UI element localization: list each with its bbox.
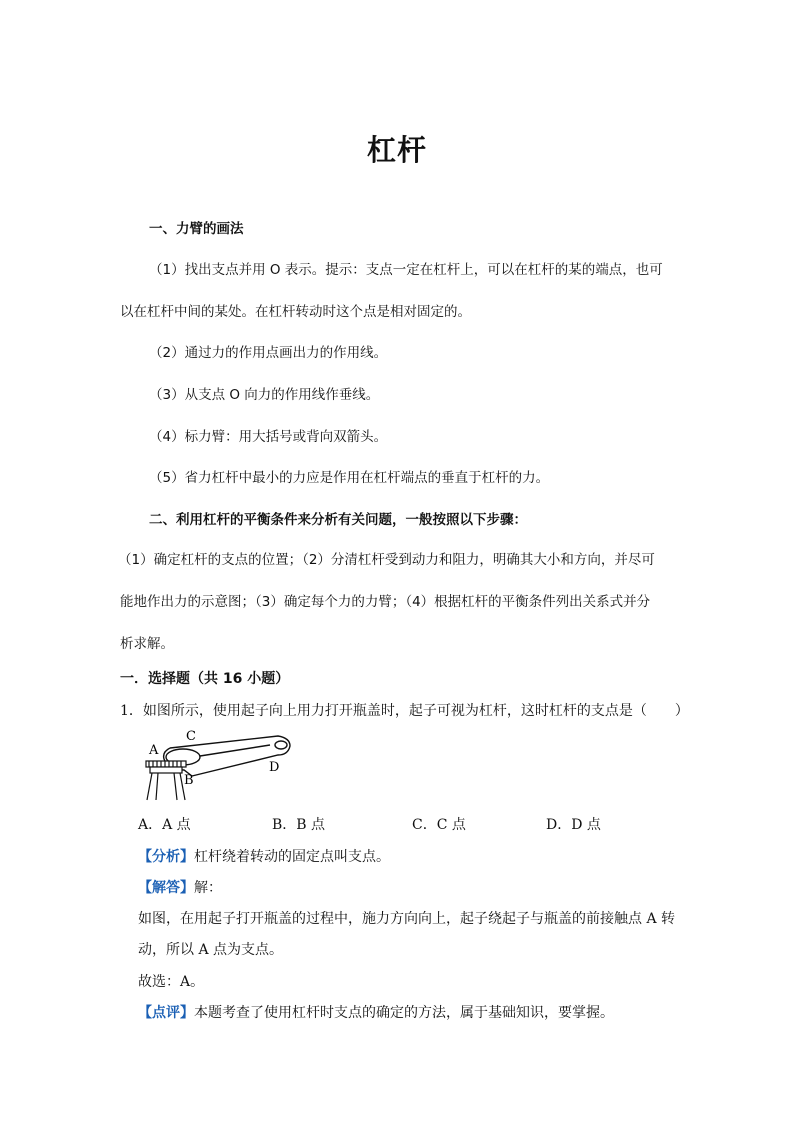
option-a: A．A 点	[138, 817, 191, 833]
question1-stem: 1．如图所示，使用起子向上用力打开瓶盖时，起子可视为杠杆，这时杠杆的支点是（ ）	[120, 703, 689, 719]
analysis-line	[138, 846, 390, 866]
comment-text: 本题考查了使用杠杆时支点的确定的方法，属于基础知识，要掌握。	[194, 1005, 614, 1021]
option-c: C．C 点	[412, 817, 466, 833]
answer-text: 解：	[194, 880, 222, 896]
label-c: C	[186, 729, 196, 744]
solution-line2: 动，所以 A 点为支点。	[138, 942, 284, 958]
comment-tag: 【点评】	[138, 1005, 194, 1021]
section1-step3: （3）从支点 O 向力的作用线作垂线。	[149, 387, 380, 403]
section1-heading: 一、力臂的画法	[149, 221, 244, 237]
solution-line1: 如图，在用起子打开瓶盖的过程中，施力方向向上，起子绕起子与瓶盖的前接触点 A 转	[138, 911, 676, 927]
label-d: D	[269, 760, 280, 775]
section2-line2: 能地作出力的示意图；（3）确定每个力的力臂；（4）根据杠杆的平衡条件列出关系式并分	[120, 594, 651, 610]
analysis-text: 杠杆绕着转动的固定点叫支点。	[194, 849, 390, 865]
option-d: D．D 点	[546, 817, 601, 833]
part1-heading: 一．选择题（共 16 小题）	[120, 671, 290, 687]
lever-hole	[275, 741, 287, 749]
choice-line: 故选：A。	[138, 974, 205, 990]
label-b: B	[184, 773, 194, 788]
section1-step2: （2）通过力的作用点画出力的作用线。	[149, 345, 388, 361]
section1-step1-line2: 以在杠杆中间的某处。在杠杆转动时这个点是相对固定的。	[120, 304, 471, 320]
section1-step4: （4）标力臂：用大括号或背向双箭头。	[149, 429, 388, 445]
answer-line	[138, 877, 222, 897]
bottle-opener-figure	[140, 726, 300, 802]
analysis-tag: 【分析】	[138, 849, 194, 865]
label-a: A	[149, 743, 159, 758]
section1-step1-line1: （1）找出支点并用 O 表示。提示：支点一定在杠杆上，可以在杠杆的某的端点，也可	[149, 262, 663, 278]
bottle-neck	[147, 773, 185, 800]
option-b: B．B 点	[272, 817, 326, 833]
page-title: 杠杆	[366, 133, 427, 167]
section1-step5: （5）省力杠杆中最小的力应是作用在杠杆端点的垂直于杠杆的力。	[149, 470, 550, 486]
section2-heading: 二、利用杠杆的平衡条件来分析有关问题，一般按照以下步骤：	[149, 512, 527, 528]
section2-line1: （1）确定杠杆的支点的位置；（2）分清杠杆受到动力和阻力，明确其大小和方向，并尽可	[118, 552, 655, 568]
bottle-cap	[146, 761, 186, 773]
section2-line3: 析求解。	[120, 636, 174, 652]
answer-tag: 【解答】	[138, 880, 194, 896]
comment-line	[138, 1002, 614, 1022]
